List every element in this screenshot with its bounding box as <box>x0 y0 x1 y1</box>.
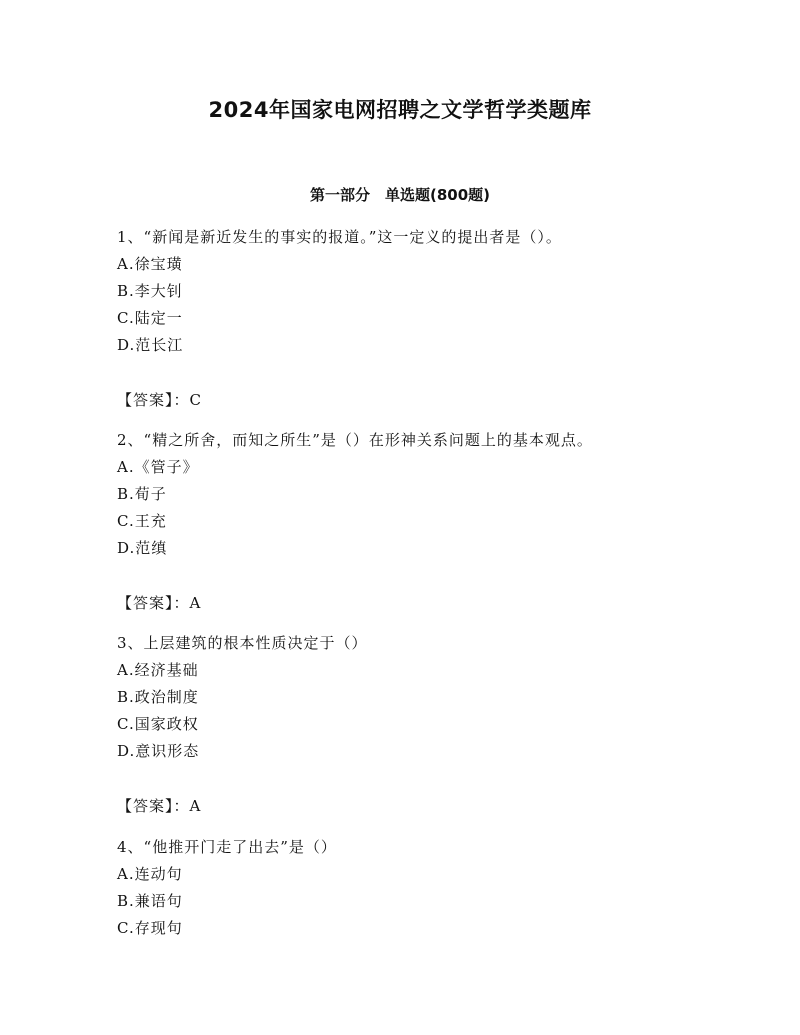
option-d: D.范缜 <box>117 539 168 557</box>
option-c: C.国家政权 <box>117 715 199 733</box>
option-a: A.徐宝璜 <box>117 255 183 273</box>
question-1 <box>117 224 757 414</box>
option-b: B.荀子 <box>117 485 167 503</box>
option-a: A.连动句 <box>117 865 183 883</box>
option-d: D.范长江 <box>117 336 184 354</box>
question-2 <box>117 427 757 617</box>
section-title: 第一部分 单选题(800题) <box>309 186 491 204</box>
answer-line: 【答案】：C <box>117 391 202 409</box>
option-b: B.兼语句 <box>117 892 183 910</box>
question-stem: 2、“精之所舍，而知之所生”是（）在形神关系问题上的基本观点。 <box>117 431 593 449</box>
page-title: 2024年国家电网招聘之文学哲学类题库 <box>208 98 592 122</box>
answer-line: 【答案】：A <box>117 594 202 612</box>
option-c: C.存现句 <box>117 919 183 937</box>
option-b: B.政治制度 <box>117 688 199 706</box>
question-stem: 4、“他推开门走了出去”是（） <box>117 838 337 856</box>
question-4 <box>117 834 757 942</box>
option-b: B.李大钊 <box>117 282 183 300</box>
question-3 <box>117 630 757 820</box>
question-stem: 1、“新闻是新近发生的事实的报道。”这一定义的提出者是（）。 <box>117 228 562 246</box>
question-stem: 3、上层建筑的根本性质决定于（） <box>117 634 368 652</box>
option-c: C.王充 <box>117 512 167 530</box>
option-d: D.意识形态 <box>117 742 200 760</box>
option-a: A.《管子》 <box>117 458 199 476</box>
option-a: A.经济基础 <box>117 661 199 679</box>
option-c: C.陆定一 <box>117 309 183 327</box>
answer-line: 【答案】：A <box>117 797 202 815</box>
